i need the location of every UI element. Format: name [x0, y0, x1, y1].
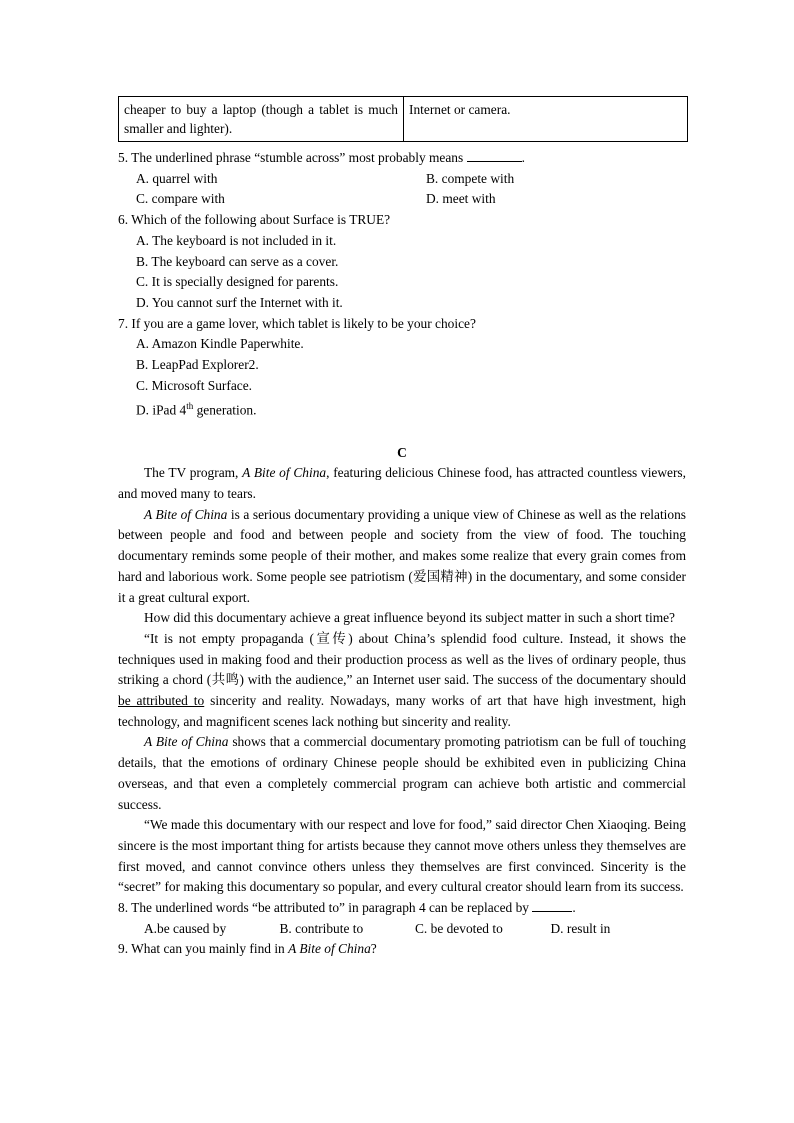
paragraph-3: How did this documentary achieve a great influence beyond its subject matter in such a short time? — [144, 610, 675, 626]
question-8-end: . — [572, 900, 576, 916]
paragraph-1-text-end: , featuring delicious Chinese food, has attracted countless viewers, and moved many to tears. — [118, 465, 686, 502]
document-page — [118, 96, 686, 960]
paragraph-4-text-end: sincerity and reality. Nowadays, many works of art that have high investment, high technology, and magnificent scenes lack nothing but sincerity and reality. — [118, 693, 686, 729]
question-7-stem: 7. If you are a game lover, which tablet is likely to be your choice? — [118, 315, 476, 331]
question-9-end: ? — [370, 941, 377, 957]
question-8 — [118, 898, 686, 919]
option-a: A. The keyboard is not included in it. — [136, 232, 337, 248]
paragraph-2-text: is a serious documentary providing a unique view of Chinese as well as the relations between people and food and between people and society from the view of food. The touching documentary reminds some people of their mother, and makes some realize that every grain comes from hard and laborious work. Some people see patriotism (爱国精神) in the documentary, and some consider it a great cultural export. — [118, 506, 686, 605]
option-b: B. The keyboard can serve as a cover. — [136, 253, 339, 269]
question-8-options — [118, 919, 686, 940]
question-5-end: . — [521, 150, 525, 165]
option-c: C. compare with — [136, 191, 225, 207]
option-c: C. Microsoft Surface. — [136, 377, 253, 393]
option-c: C. It is specially designed for parents. — [136, 274, 339, 290]
option-d-superscript: th — [186, 401, 194, 412]
program-title: A Bite of China — [242, 465, 327, 481]
option-a: A. Amazon Kindle Paperwhite. — [136, 336, 304, 352]
program-title: A Bite of China — [288, 941, 371, 957]
question-5-stem: 5. The underlined phrase “stumble across” most probably means — [118, 150, 464, 165]
option-d-text: D. iPad 4 — [136, 402, 187, 418]
option-c: C. be devoted to — [415, 920, 503, 936]
underlined-phrase: be attributed to — [118, 693, 205, 709]
table-row — [119, 97, 688, 142]
question-6-stem: 6. Which of the following about Surface is TRUE? — [118, 212, 391, 228]
option-a: A. quarrel with — [136, 170, 218, 186]
section-title: C — [397, 444, 407, 460]
option-d: D. result in — [550, 920, 611, 936]
table-cell-left: cheaper to buy a laptop (though a tablet is much smaller and lighter). — [119, 97, 404, 142]
paragraph-6: “We made this documentary with our respect and love for food,” said director Chen Xiaoqing. Being sincere is the most important thing for artists because they cannot move others unless they themselves are first moved, and cannot convince others unless they themselves are first convinced. Sincerity is the “secret” for making this documentary so popular, and every cultural creator should learn from its success. — [118, 817, 686, 895]
option-d: D. You cannot surf the Internet with it. — [136, 294, 343, 310]
paragraph-4 — [118, 629, 686, 733]
option-b: B. compete with — [426, 170, 515, 186]
question-5-options-row-2 — [118, 189, 686, 210]
option-a: A.be caused by — [144, 920, 227, 936]
option-b: B. contribute to — [279, 920, 364, 936]
program-title: A Bite of China — [144, 734, 229, 750]
paragraph-5 — [118, 732, 686, 815]
answer-blank — [532, 910, 572, 912]
paragraph-5-text: shows that a commercial documentary promoting patriotism can be full of touching details, that the emotions of ordinary Chinese people should be exhibited even in publicizing China overseas, and that even a completely commercial program can achieve both artistic and commercial success. — [118, 734, 686, 812]
table-cell-right: Internet or camera. — [404, 97, 688, 142]
question-9-stem: 9. What can you mainly find in — [118, 941, 289, 957]
option-d: D. meet with — [426, 191, 496, 207]
option-d-text-end: generation. — [193, 402, 257, 418]
option-b: B. LeapPad Explorer2. — [136, 357, 259, 373]
question-5-options-row-1 — [118, 169, 686, 190]
paragraph-1 — [118, 463, 686, 504]
option-d — [118, 396, 686, 421]
paragraph-2 — [118, 505, 686, 609]
question-5 — [118, 148, 686, 169]
paragraph-1-text: The TV program, — [144, 465, 243, 481]
program-title: A Bite of China — [144, 506, 228, 522]
paragraph-4-text: “It is not empty propaganda (宣传) about China’s splendid food culture. Instead, it shows the techniques used in making food and their production process as well as the lives of ordinary people, thus striking a chord (共鸣) with the audience,” an Internet user said. The success of the documentary should — [118, 630, 686, 688]
question-9 — [118, 939, 686, 960]
comparison-table — [118, 96, 688, 142]
question-8-stem: 8. The underlined words “be attributed to” in paragraph 4 can be replaced by — [118, 900, 529, 916]
answer-blank — [467, 160, 522, 162]
